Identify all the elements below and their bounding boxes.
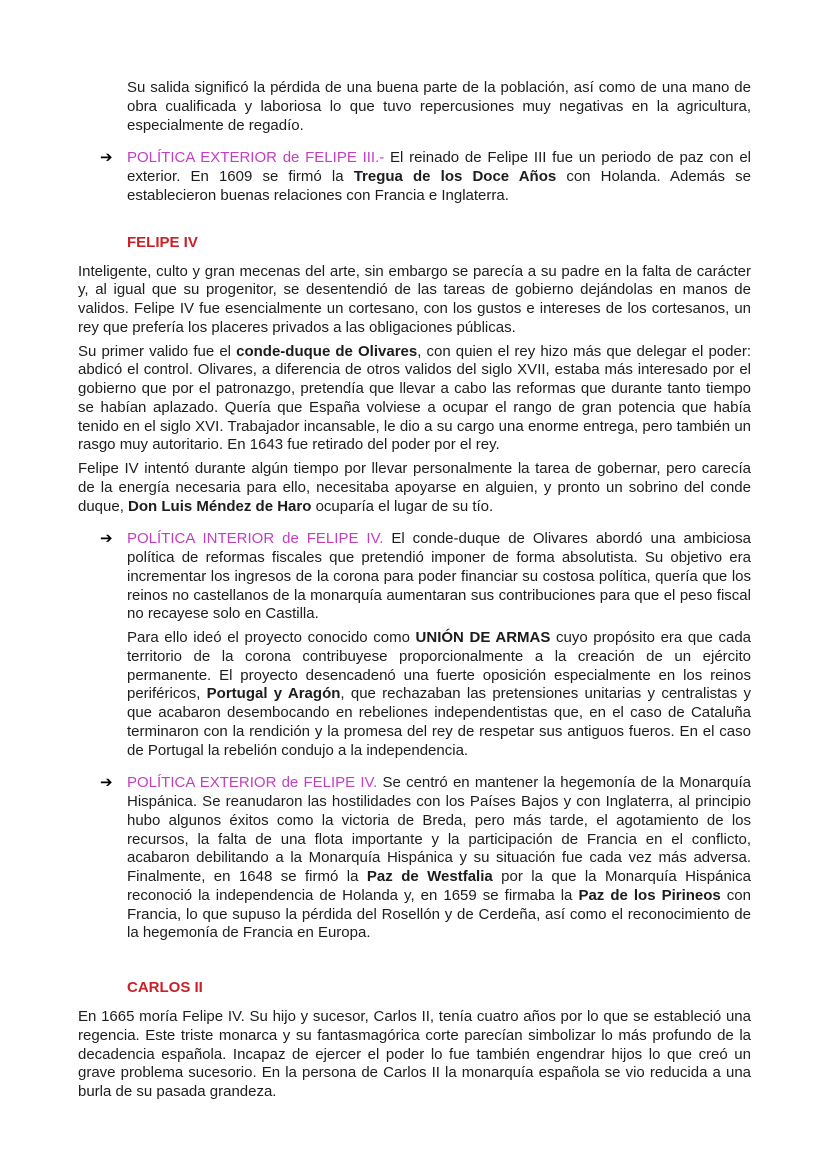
paragraph-olivares <box>78 343 751 456</box>
text-segment: El conde-duque de Olivares abordó una ambiciosa política de reformas fiscales que pretendió imponer de forma absolutista. Su objetivo era incrementar los ingresos de la corona para poder financiar su costosa política, quería que los reinos no castellanos de la monarquía aumentaran sus contribuciones para que el peso fiscal no recayese solo en Castilla. <box>127 530 752 623</box>
text-segment: cuyo propósito era que cada territorio de la corona contribuyese proporcionalmente a la creación de un ejército permanente. El proyecto desencadenó una fuerte oposición especialmente en los reinos periféricos, <box>127 629 752 703</box>
paragraph-union-de-armas <box>127 629 751 760</box>
text-segment: Felipe IV intentó durante algún tiempo por llevar personalmente la tarea de gobernar, pero carecía de la energía necesaria para ello, necesitaba apoyarse en alguien, y pronto un sobrino del conde duque, <box>78 460 751 515</box>
paragraph-mendez-de-haro <box>78 460 751 516</box>
arrow-bullet-icon: ➔ <box>100 773 113 792</box>
arrow-bullet-icon: ➔ <box>100 529 113 548</box>
text-segment: Su primer valido fue el <box>78 342 237 360</box>
document-page <box>78 79 751 1107</box>
arrow-bullet-icon: ➔ <box>100 148 113 167</box>
text-segment-bold: Paz de los Pirineos <box>578 886 721 904</box>
bullet-paragraph <box>127 149 751 205</box>
bullet-politica-exterior-felipe-iii <box>78 149 751 205</box>
bullet-politica-exterior-felipe-iv <box>78 774 751 943</box>
text-segment: Se centró en mantener la hegemonía de la Monarquía Hispánica. Se reanudaron las hostilidades con los Países Bajos y con Inglaterra, al principio hubo algunos éxitos como la victoria de Breda, pero más tarde, el agotamiento de los recursos, la falta de una flota importante y la participación de Francia en el conflicto, acabaron debilitando a la Monarquía Hispánica y su situación fue cada vez más adversa. Finalmente, en 1648 se firmó la <box>127 774 751 885</box>
text-segment: , con quien el rey hizo más que delegar el poder: abdicó el control. Olivares, a diferencia de otros validos del siglo XVII, estaba más interesado por el gobierno que por el patronazgo, pretendía que llevar a cabo las reformas que durante tanto tiempo se habían aplazado. Quería que España volviese a ocupar el rango de gran potencia que había tenido en el siglo XVI. Trabajador incansable, le dio a su cargo una enorme entrega, pero también un rasgo muy autoritario. En 1643 fue retirado del poder por el rey. <box>78 342 751 454</box>
section-heading-carlos-ii: CARLOS II <box>127 979 203 996</box>
text-segment: Para ello ideó el proyecto conocido como <box>127 629 416 646</box>
text-segment: con Francia, lo que supuso la pérdida del Rosellón y de Cerdeña, así como el reconocimiento de la hegemonía de Francia en Europa. <box>127 886 751 942</box>
bullet-label: POLÍTICA INTERIOR de FELIPE IV. <box>127 530 384 548</box>
text-segment-bold: Portugal y Aragón <box>206 685 341 703</box>
text-segment: con Holanda. Además se establecieron buenas relaciones con Francia e Inglaterra. <box>127 168 751 204</box>
paragraph-carlos-ii <box>78 1008 751 1102</box>
bullet-label: POLÍTICA EXTERIOR de FELIPE III.- <box>127 149 385 167</box>
text-segment: El reinado de Felipe III fue un periodo de paz con el exterior. En 1609 se firmó la <box>127 149 752 185</box>
text-segment: , que rechazaban las pretensiones unitarias y centralistas y que acabaron desembocando en rebeliones independentistas que, en el caso de Cataluña terminaron con la rendición y la promesa del rey de respetar sus antiguos fueros. En el caso de Portugal la rebelión condujo a la independencia. <box>127 685 751 759</box>
text-segment-bold: Don Luis Méndez de Haro <box>128 497 312 515</box>
text-segment: por la que la Monarquía Hispánica reconoció la independencia de Holanda y, en 1659 se firmaba la <box>127 868 751 904</box>
text-segment-bold: conde-duque de Olivares <box>236 342 418 360</box>
bullet-label: POLÍTICA EXTERIOR de FELIPE IV. <box>127 774 378 792</box>
section-heading-felipe-iv: FELIPE IV <box>127 233 198 251</box>
text-segment: En 1665 moría Felipe IV. Su hijo y sucesor, Carlos II, tenía cuatro años por lo que se estableció una regencia. Este triste monarca y su fantasmagórica corte parecían simbolizar lo más profundo de la decadencia española. Incapaz de ejercer el poder lo fue también engendrar hijos lo que creó un grave problema sucesorio. En la persona de Carlos II la monarquía española se vio reducida a una burla de su pasada grandeza. <box>78 1008 751 1100</box>
text-segment-bold: Paz de Westfalia <box>366 868 493 885</box>
text-segment: Su salida significó la pérdida de una buena parte de la población, así como de una mano de obra cualificada y laboriosa lo que tuvo repercusiones muy negativas en la agricultura, especialmente de regadío. <box>127 79 751 134</box>
text-segment-bold: UNIÓN DE ARMAS <box>415 629 551 646</box>
text-segment-bold: Tregua de los Doce Años <box>353 168 557 185</box>
bullet-paragraph <box>127 774 751 943</box>
text-segment: Inteligente, culto y gran mecenas del arte, sin embargo se parecía a su padre en la falta de carácter y, al igual que su progenitor, se desentendió de las tareas de gobierno dejándolas en manos de validos. Felipe IV fue esencialmente un cortesano, con los gustos e intereses de los cortesanos, un rey que prefería los placeres privados a las obligaciones públicas. <box>78 262 751 336</box>
paragraph-expulsion-consequences <box>127 79 751 135</box>
paragraph-felipe-iv-character <box>78 263 751 338</box>
text-segment: ocuparía el lugar de su tío. <box>311 497 494 515</box>
bullet-paragraph <box>127 530 751 624</box>
bullet-politica-interior-felipe-iv <box>78 530 751 624</box>
